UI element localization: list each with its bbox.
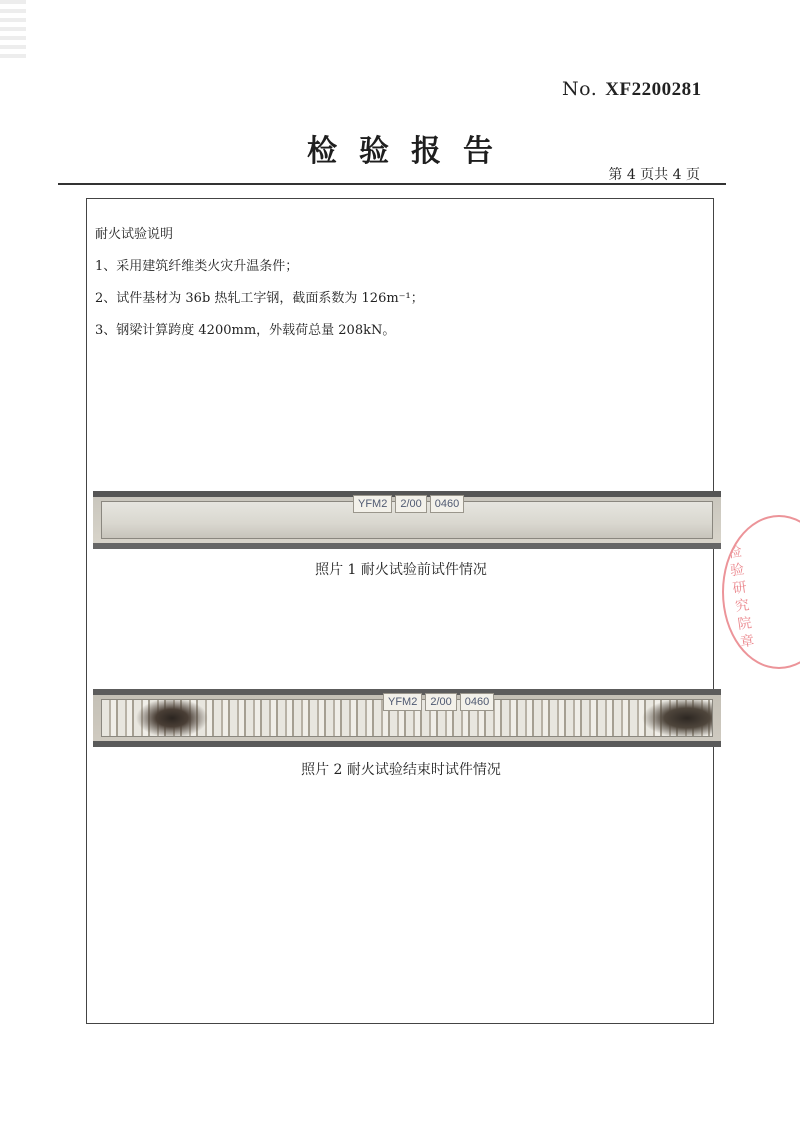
content-box (86, 198, 714, 1024)
photo-before-test (93, 491, 721, 549)
report-number-prefix: No. (562, 78, 598, 100)
note-item: 1、采用建筑纤维类火灾升温条件； (95, 259, 299, 274)
specimen-tag: 0460 (460, 693, 494, 711)
specimen-tag: 0460 (430, 495, 464, 513)
report-number (562, 78, 702, 101)
page-title: 检验报告 (307, 134, 515, 169)
specimen-tag: 2/00 (395, 495, 426, 513)
specimen-tag: YFM2 (353, 495, 392, 513)
scan-edge-mark (0, 0, 26, 62)
specimen-tag: YFM2 (383, 693, 422, 711)
header-rule (58, 183, 726, 185)
photo-caption: 照片 1 耐火试验前试件情况 (315, 562, 487, 578)
report-number-value: XF2200281 (605, 79, 702, 100)
notes-heading: 耐火试验说明 (95, 227, 174, 242)
photo-caption: 照片 2 耐火试验结束时试件情况 (301, 762, 501, 778)
note-item: 2、试件基材为 36b 热轧工字钢，截面系数为 126m⁻¹； (95, 291, 424, 306)
seal-text: 检验研究院章 (726, 543, 756, 651)
specimen-tags (353, 495, 464, 513)
specimen-tags (383, 693, 494, 711)
page-indicator: 第 4 页共 4 页 (608, 167, 700, 183)
note-item: 3、钢梁计算跨度 4200mm，外载荷总量 208kN。 (95, 323, 396, 338)
fire-test-notes (95, 219, 424, 347)
specimen-tag: 2/00 (425, 693, 456, 711)
photo-after-test (93, 689, 721, 747)
official-seal (722, 515, 800, 669)
